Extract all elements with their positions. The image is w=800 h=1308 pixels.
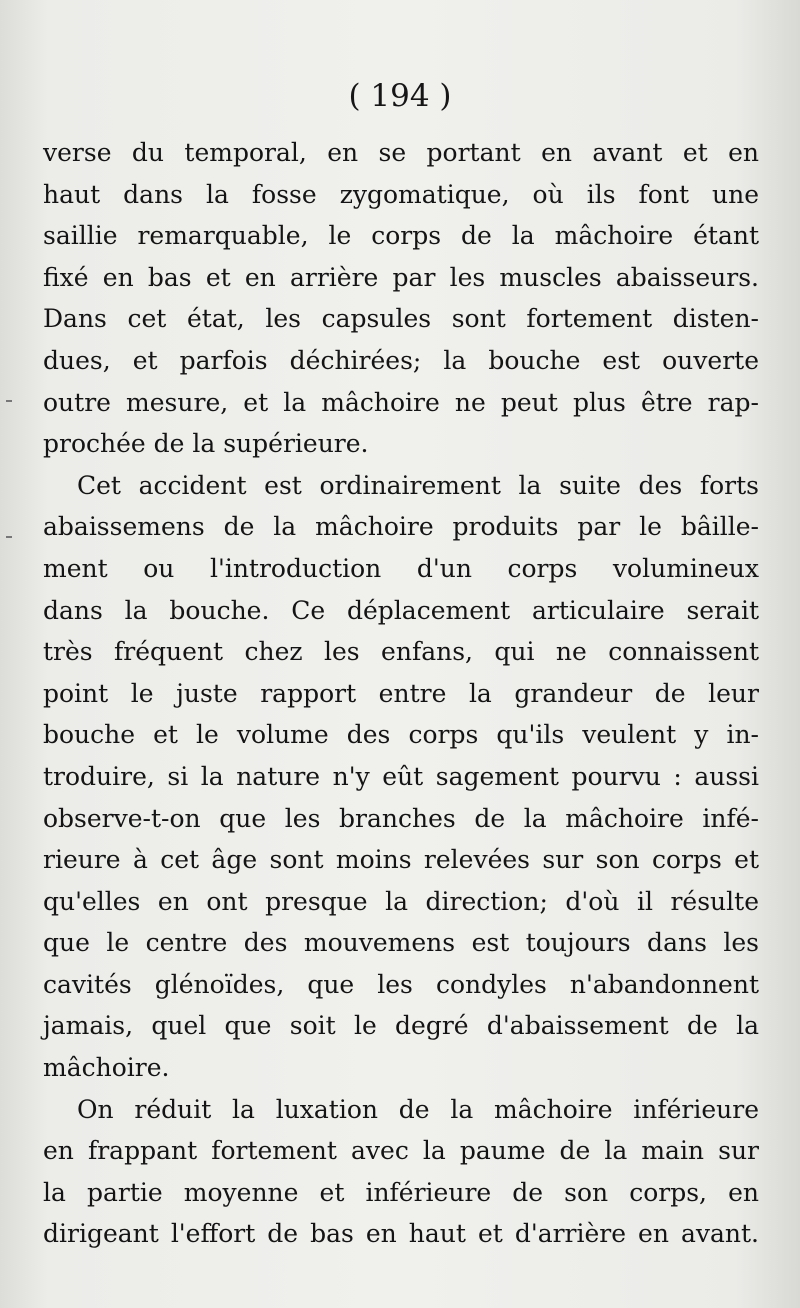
text-line: Dans cet état, les capsules sont fortement disten- <box>43 304 759 334</box>
text-line: dirigeant l'effort de bas en haut et d'arrière en avant. <box>43 1219 759 1249</box>
margin-mark <box>6 400 12 402</box>
text-line: Cet accident est ordinairement la suite des forts <box>77 470 759 500</box>
text-line: bouche et le volume des corps qu'ils veulent y in- <box>43 720 759 750</box>
text-line: la partie moyenne et inférieure de son corps, en <box>43 1177 759 1207</box>
margin-mark <box>6 536 12 538</box>
paragraph-1 <box>43 132 759 465</box>
page-number: ( 194 ) <box>348 78 452 114</box>
body-text <box>43 132 759 1255</box>
text-line: fixé en bas et en arrière par les muscles abaisseurs. <box>43 262 759 292</box>
text-line: On réduit la luxation de la mâchoire inférieure <box>77 1094 759 1124</box>
text-line: prochée de la supérieure. <box>43 429 369 459</box>
text-line: troduire, si la nature n'y eût sagement pourvu : aussi <box>43 761 759 791</box>
text-line: jamais, quel que soit le degré d'abaissement de la <box>43 1011 759 1041</box>
text-line: verse du temporal, en se portant en avant et en <box>43 138 759 167</box>
text-line: rieure à cet âge sont moins relevées sur son corps et <box>43 845 759 875</box>
text-line: cavités glénoïdes, que les condyles n'abandonnent <box>43 969 759 999</box>
text-line: ment ou l'introduction d'un corps volumineux <box>43 553 759 583</box>
text-line: que le centre des mouvemens est toujours dans les <box>43 928 759 958</box>
text-line: mâchoire. <box>43 1053 170 1083</box>
text-line: point le juste rapport entre la grandeur de leur <box>43 678 759 708</box>
text-line: dans la bouche. Ce déplacement articulaire serait <box>43 595 759 625</box>
paragraph-3 <box>43 1089 759 1255</box>
text-line: saillie remarquable, le corps de la mâchoire étant <box>43 221 759 251</box>
text-line: dues, et parfois déchirées; la bouche est ouverte <box>43 345 759 375</box>
text-line: très fréquent chez les enfans, qui ne connaissent <box>43 637 759 667</box>
text-line: en frappant fortement avec la paume de la main sur <box>43 1136 759 1166</box>
text-line: observe-t-on que les branches de la mâchoire infé- <box>43 803 759 833</box>
paragraph-2 <box>43 465 759 1089</box>
text-line: outre mesure, et la mâchoire ne peut plus être rap- <box>43 387 759 417</box>
text-line: abaissemens de la mâchoire produits par le bâille- <box>43 512 759 542</box>
text-line: haut dans la fosse zygomatique, où ils font une <box>43 179 759 209</box>
text-line: qu'elles en ont presque la direction; d'où il résulte <box>43 886 759 916</box>
